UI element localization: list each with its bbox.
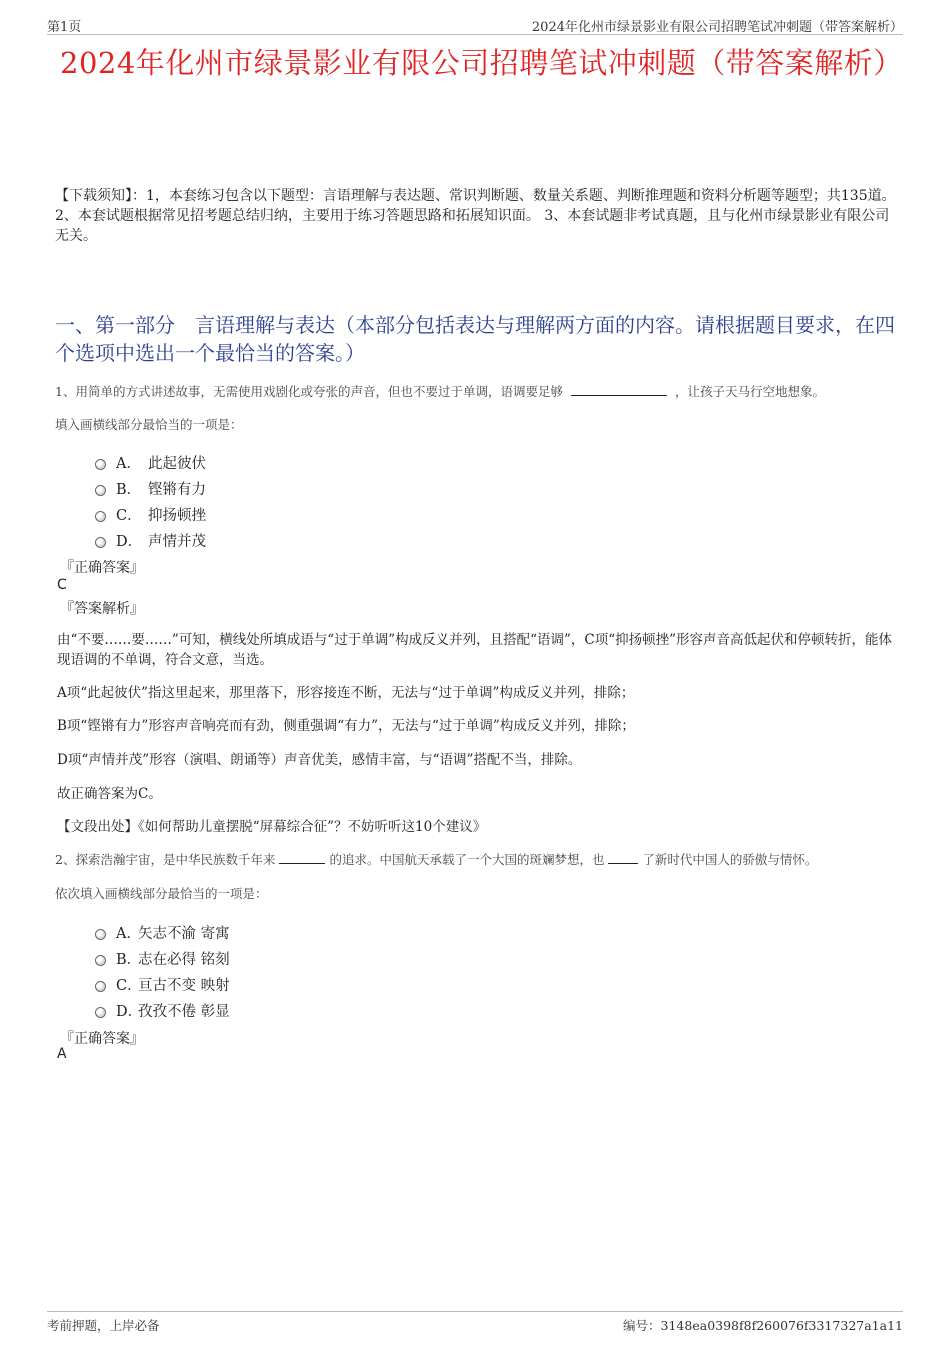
radio-icon[interactable] (95, 929, 106, 940)
analysis-paragraph: D项“声情并茂”形容（演唱、朗诵等）声音优美，感情丰富，与“语调”搭配不当，排除。 (57, 752, 582, 768)
radio-icon[interactable] (95, 459, 106, 470)
correct-answer: C (57, 577, 67, 593)
section-title: 一、第一部分 言语理解与表达（本部分包括表达与理解两方面的内容。请根据题目要求，在四个选项中选出一个最恰当的答案。） (55, 313, 895, 365)
document-id: 编号：3148ea0398f8f260076f3317327a1a11 (623, 1318, 903, 1333)
correct-answer: A (57, 1046, 67, 1062)
page-number: 第1页 (47, 20, 82, 35)
question-2-option-d[interactable]: D． 孜孜不倦 彰显 (95, 1000, 230, 1021)
analysis-paragraph: 由“不要……要……”可知，横线处所填成语与“过于单调”构成反义并列，且搭配“语调”，C项“抑扬顿挫”形容声音高低起伏和停顿转折，能体现语调的不单调，符合文意，当选。 (57, 632, 893, 668)
radio-icon[interactable] (95, 537, 106, 548)
page-title: 2024年化州市绿景影业有限公司招聘笔试冲刺题（带答案解析） (60, 46, 903, 80)
radio-icon[interactable] (95, 981, 106, 992)
radio-icon[interactable] (95, 955, 106, 966)
question-2-option-c[interactable]: C． 亘古不变 映射 (95, 974, 230, 995)
answer-blank (571, 383, 667, 396)
text-source: 【文段出处】《如何帮助儿童摆脱“屏幕综合征”？不妨听听这10个建议》 (57, 819, 487, 835)
question-1-option-c[interactable]: C． 抑扬顿挫 (95, 504, 206, 525)
radio-icon[interactable] (95, 485, 106, 496)
correct-answer-label: 『正确答案』 (60, 560, 144, 576)
correct-answer-label: 『正确答案』 (60, 1031, 144, 1047)
page-footer (47, 1311, 903, 1336)
question-2-stem: 2、探索浩瀚宇宙，是中华民族数千年来 的追求。中国航天承载了一个大国的斑斓梦想，也 了新时代中国人的骄傲与情怀。 (55, 852, 818, 867)
question-1-prompt: 填入画横线部分最恰当的一项是： (55, 417, 243, 432)
footer-slogan: 考前押题，上岸必备 (47, 1318, 160, 1333)
question-2-option-a[interactable]: A． 矢志不渝 寄寓 (95, 922, 230, 943)
answer-blank (279, 851, 325, 864)
question-2-prompt: 依次填入画横线部分最恰当的一项是： (55, 886, 268, 901)
analysis-label: 『答案解析』 (60, 601, 144, 617)
analysis-paragraph: B项“铿锵有力”形容声音响亮而有劲，侧重强调“有力”，无法与“过于单调”构成反义并列，排除； (57, 718, 635, 734)
analysis-conclusion: 故正确答案为C。 (57, 786, 162, 802)
answer-blank (608, 851, 638, 864)
question-2-option-b[interactable]: B． 志在必得 铭刻 (95, 948, 230, 969)
radio-icon[interactable] (95, 511, 106, 522)
question-1-option-a[interactable]: A． 此起彼伏 (95, 452, 206, 473)
radio-icon[interactable] (95, 1007, 106, 1018)
question-1-stem: 1、用简单的方式讲述故事，无需使用戏剧化或夸张的声音，但也不要过于单调，语调要足够 ，让孩子天马行空地想象。 (55, 384, 825, 399)
header-doc-title: 2024年化州市绿景影业有限公司招聘笔试冲刺题（带答案解析） (531, 20, 903, 35)
page-header (47, 14, 903, 35)
question-1-option-b[interactable]: B． 铿锵有力 (95, 478, 206, 499)
analysis-paragraph: A项“此起彼伏”指这里起来，那里落下，形容接连不断，无法与“过于单调”构成反义并列，排除； (57, 685, 635, 701)
question-1-option-d[interactable]: D． 声情并茂 (95, 530, 206, 551)
download-notice: 【下载须知】：1，本套练习包含以下题型：言语理解与表达题、常识判断题、数量关系题、判断推理题和资料分析题等题型；共135道。 2、本套试题根据常见招考题总结归纳，主要用于练习答题思路和拓展知识面。 3、本套试题非考试真题，且与化州市绿景影业有限公司无关。 (55, 188, 896, 244)
